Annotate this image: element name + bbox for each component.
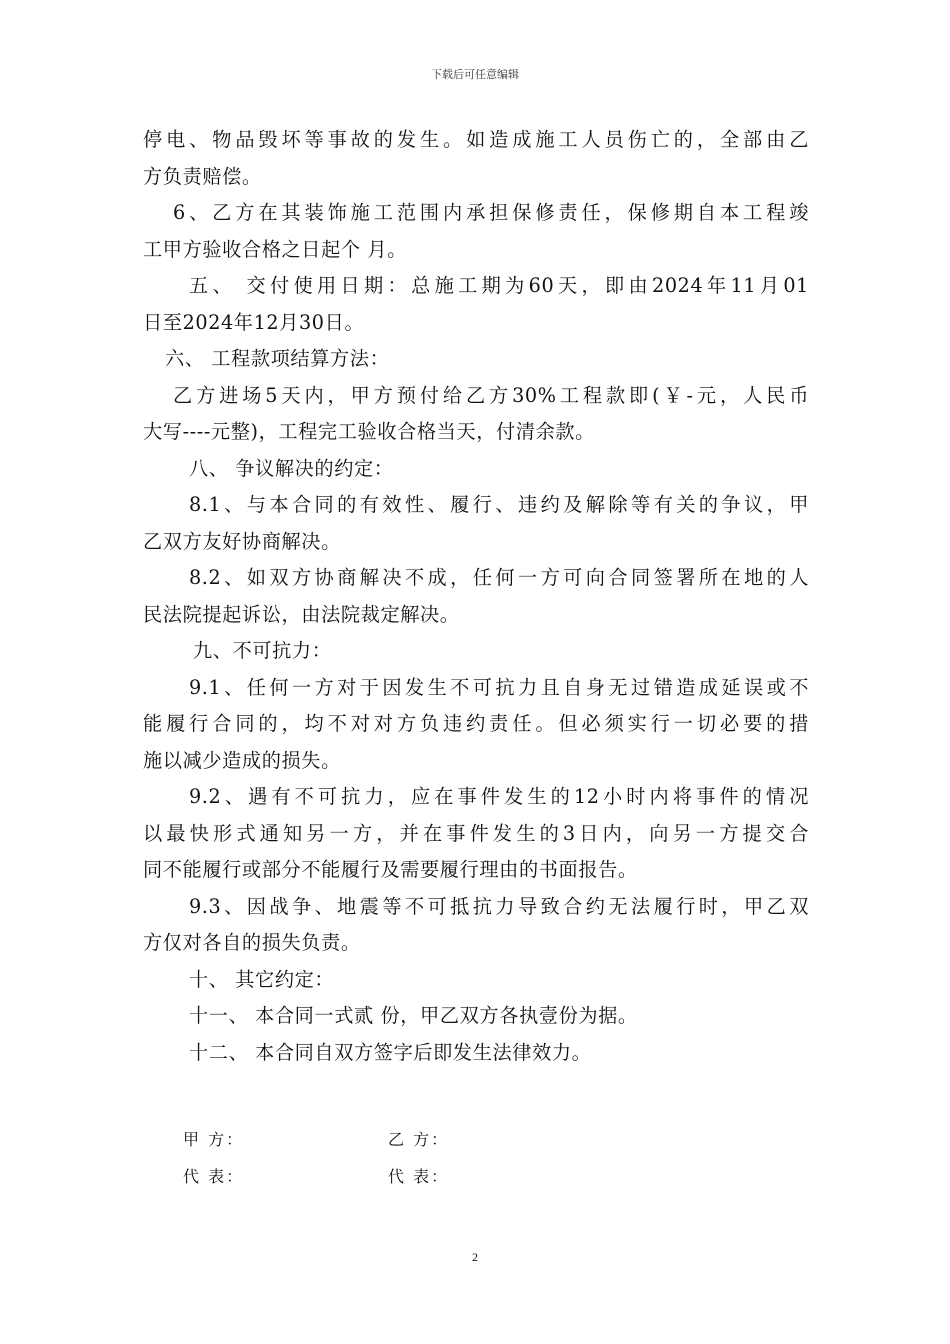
- contract-body: [143, 122, 809, 1071]
- paragraph-line: 施以减少造成的损失。: [143, 748, 341, 772]
- paragraph-line: 乙方进场5天内，甲方预付给乙方30%工程款即(￥-元，人民币: [173, 383, 809, 407]
- paragraph-line: 9.3、因战争、地震等不可抵抗力导致合约无法履行时，甲乙双: [189, 894, 809, 918]
- representative-b-label: 代 表：: [388, 1167, 450, 1186]
- section-heading: 九、不可抗力：: [193, 639, 332, 662]
- section-heading: 八、 争议解决的约定：: [189, 456, 394, 480]
- paragraph-line: 方仅对各自的损失负责。: [143, 931, 361, 954]
- party-b-label: 乙 方：: [388, 1130, 450, 1149]
- representative-a-label: 代 表：: [183, 1167, 245, 1186]
- paragraph-line: 6、乙方在其装饰施工范围内承担保修责任，保修期自本工程竣: [173, 201, 809, 224]
- paragraph-line: 方负责赔偿。: [143, 164, 262, 188]
- section-heading: 五、 交付使用日期：总施工期为60天，即由2024年11月01: [189, 274, 809, 297]
- paragraph-line: 日至2024年12月30日。: [143, 310, 365, 334]
- paragraph-line: 民法院提起诉讼，由法院裁定解决。: [143, 602, 460, 626]
- paragraph-line: 停电、物品毁坏等事故的发生。如造成施工人员伤亡的，全部由乙: [143, 128, 809, 151]
- section-heading: 六、 工程款项结算方法：: [165, 347, 390, 370]
- page-number: 2: [472, 1250, 478, 1264]
- page-header: 下载后可任意编辑: [431, 68, 519, 81]
- paragraph-line: 8.1、与本合同的有效性、履行、违约及解除等有关的争议，甲: [189, 493, 809, 516]
- paragraph-line: 9.2、遇有不可抗力，应在事件发生的12小时内将事件的情况: [189, 785, 809, 808]
- section-heading: 十、 其它约定：: [189, 967, 335, 991]
- section-heading: 十一、 本合同一式贰 份，甲乙双方各执壹份为据。: [189, 1004, 638, 1027]
- paragraph-line: 工甲方验收合格之日起个 月。: [143, 237, 407, 261]
- paragraph-line: 9.1、任何一方对于因发生不可抗力且自身无过错造成延误或不: [189, 675, 809, 699]
- party-a-label: 甲 方：: [183, 1130, 245, 1149]
- paragraph-line: 乙双方友好协商解决。: [143, 529, 341, 553]
- section-heading: 十二、 本合同自双方签字后即发生法律效力。: [189, 1040, 592, 1064]
- paragraph-line: 以最快形式通知另一方，并在事件发生的3日内，向另一方提交合: [143, 821, 809, 845]
- paragraph-line: 大写----元整)，工程完工验收合格当天，付清余款。: [143, 420, 595, 443]
- paragraph-line: 能履行合同的，均不对对方负违约责任。但必须实行一切必要的措: [143, 712, 809, 735]
- paragraph-line: 同不能履行或部分不能履行及需要履行理由的书面报告。: [143, 858, 638, 881]
- paragraph-line: 8.2、如双方协商解决不成，任何一方可向合同签署所在地的人: [189, 566, 809, 589]
